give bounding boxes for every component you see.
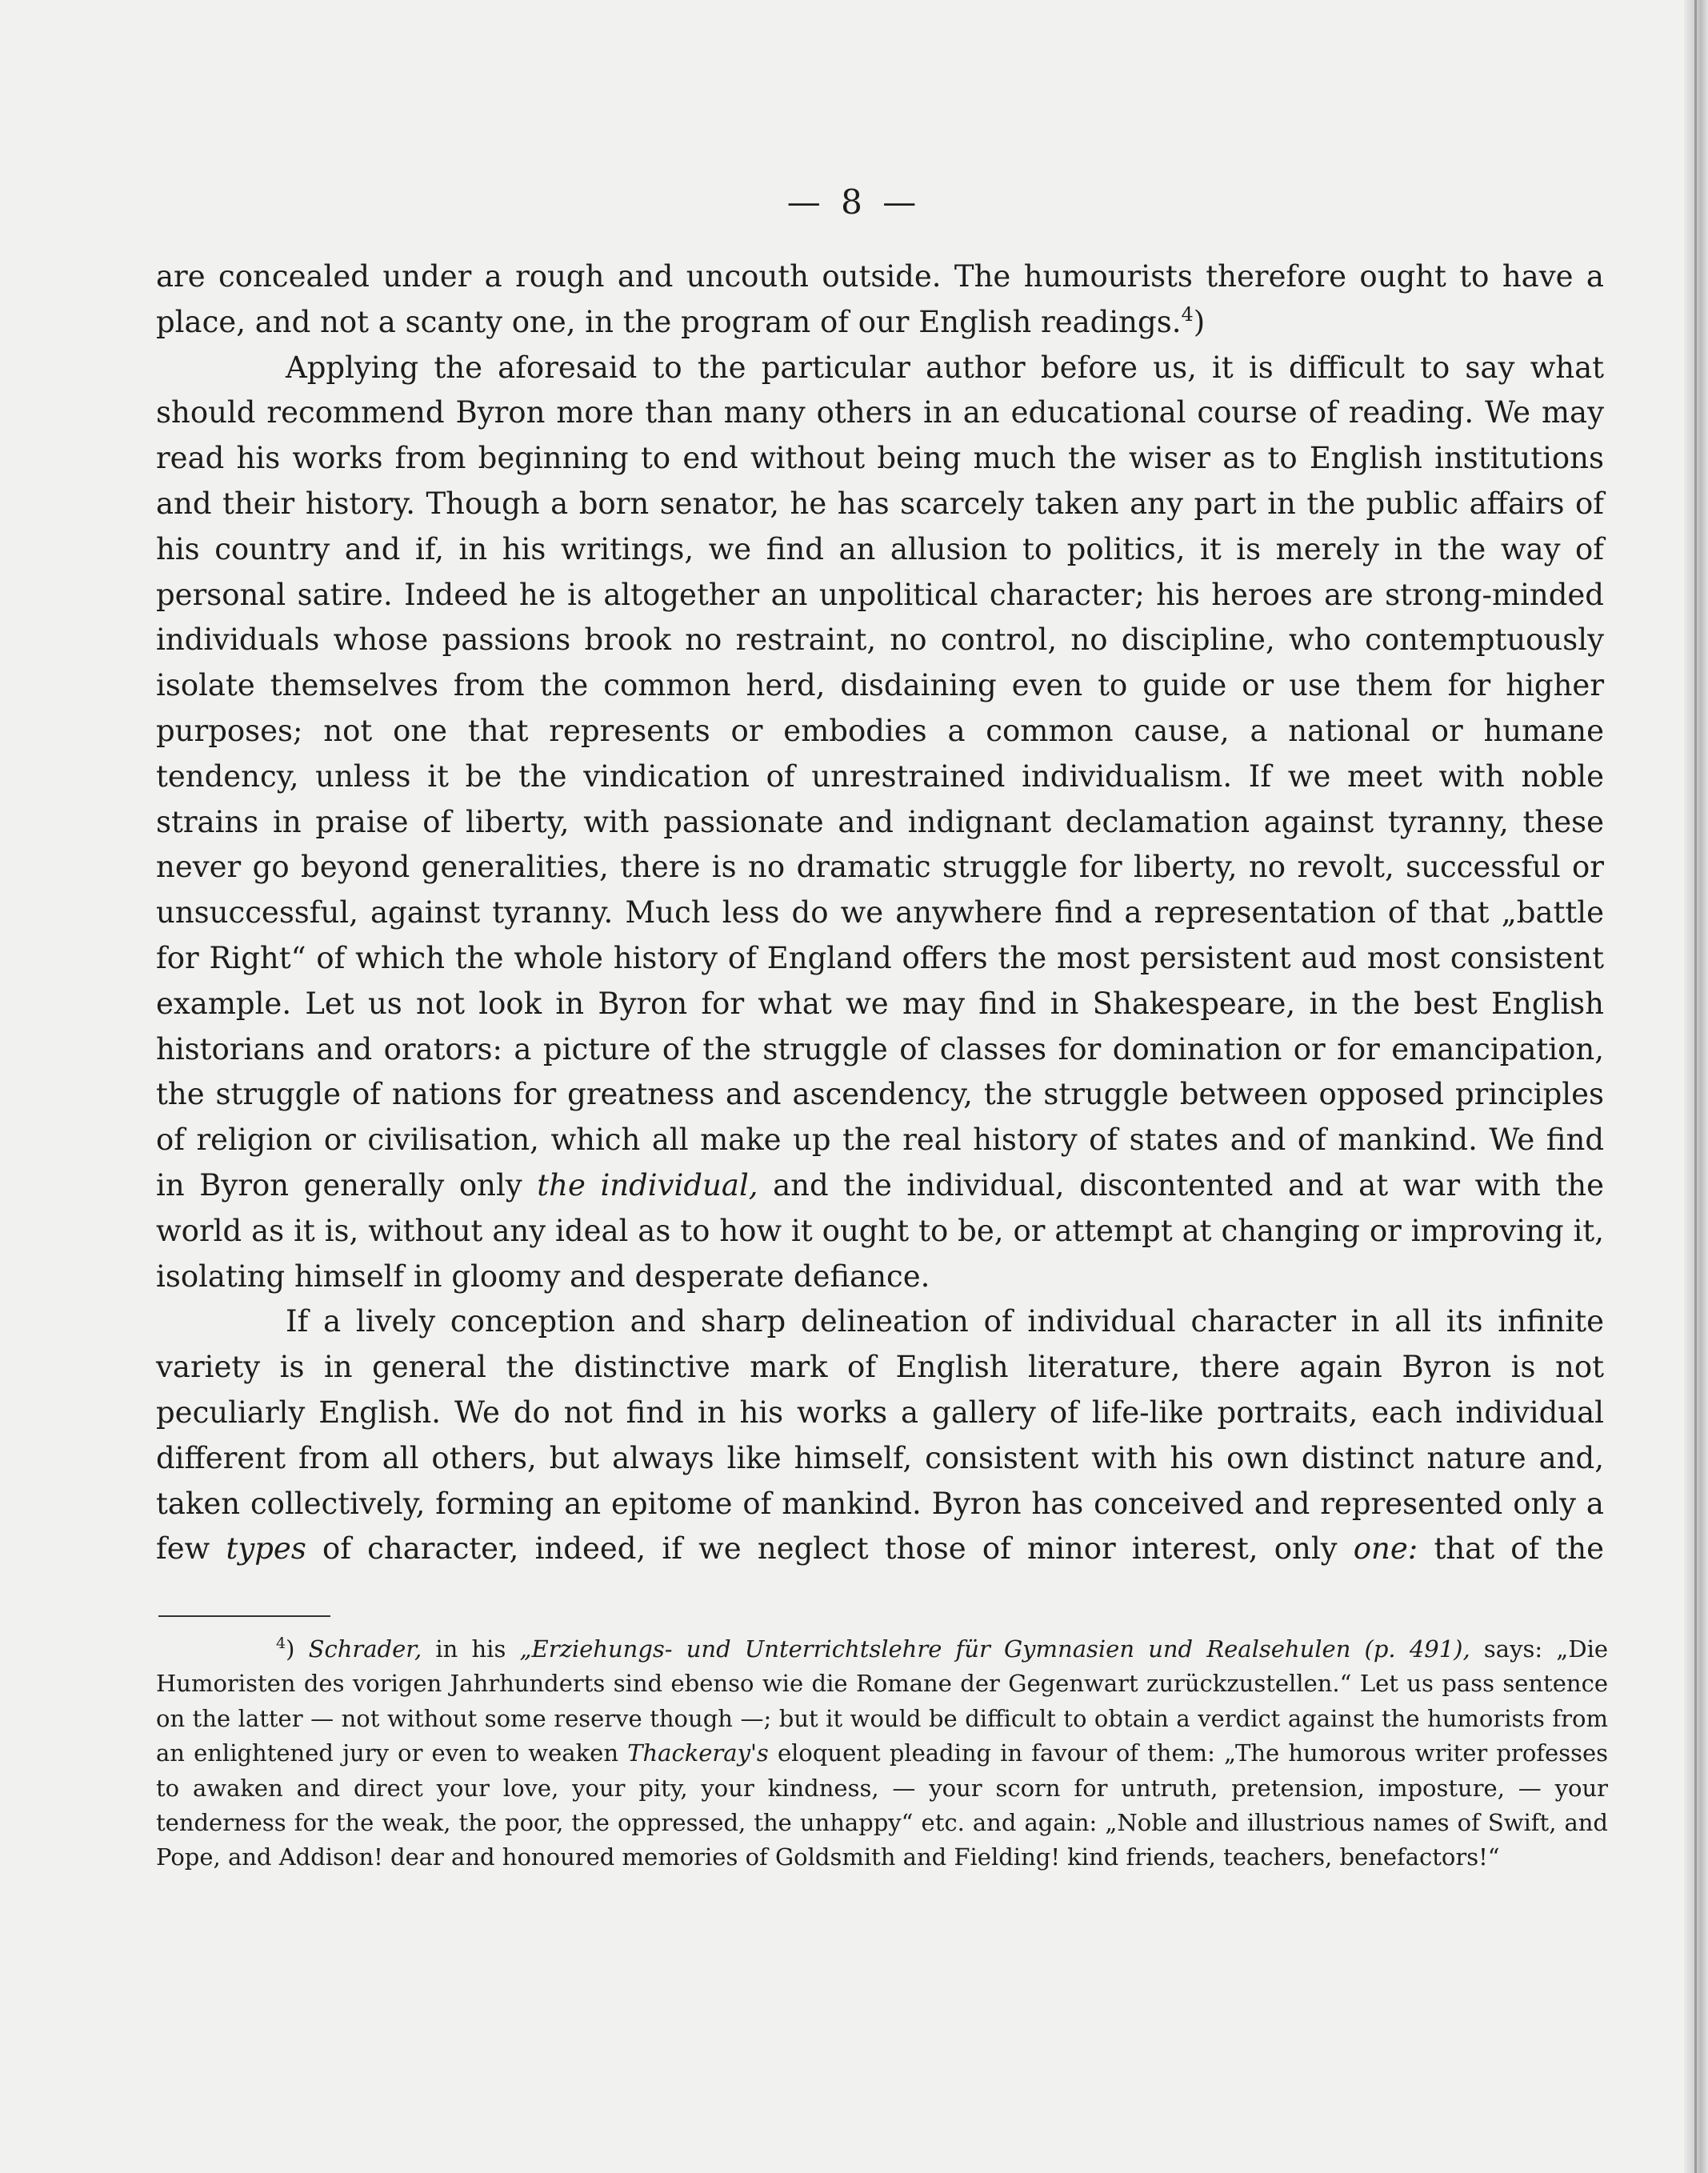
footnote-author: Schrader,: [308, 1635, 422, 1663]
footnote-text-3: eloquent pleading in favour of them: „The humorous writer professes to awaken and direct your love, your pity, your kindness, — your scorn for untruth, pretension, imposture, — your tenderness for the weak, the poor, the oppressed, the unhappy“ etc. and again: „Noble and illustrious names of Swift, and Pope, and Addison! dear and honoured memories of Goldsmith and Fielding! kind friends, teachers, benefactors!“: [156, 1739, 1609, 1871]
footnote-reference: 4: [1181, 302, 1194, 326]
footnote-thackeray: Thackeray's: [627, 1739, 769, 1767]
paragraph-2: [156, 346, 1604, 1300]
footnote-reference-close: ): [1193, 304, 1206, 339]
paragraph-1: [156, 254, 1604, 346]
paragraph-3-text-continued: of character, indeed, if we neglect those of minor interest, only: [322, 1531, 1338, 1567]
footnote-text-2: says: „Die Humoristen des vorigen Jahrhunderts sind ebenso wie die Romane der Gegenwart zurückzustellen.“ Let us pass sentence on the latter — not without some reserve though —; but it would be difficult to obtain a verdict against the humorists from an enlightened jury or even to weaken: [156, 1635, 1609, 1767]
paragraph-3: [156, 1299, 1604, 1572]
footnote-text-1: in his: [435, 1635, 506, 1663]
paragraph-2-text-continued: and the individual, discontented and at war with the world as it is, without any ideal as to how it ought to be, or attempt at changing or improving it, isolating himself in gloomy and desperate defiance.: [156, 1167, 1604, 1294]
footnote-divider: [158, 1615, 330, 1617]
page-number: — 8 —: [786, 182, 922, 222]
footnote-marker-close: ): [286, 1635, 295, 1663]
paragraph-3-text: If a lively conception and sharp delineation of individual character in all its infinite variety is in general the distinctive mark of English literature, there again Byron is not peculiarly English. We do not find in his works a gallery of life-like portraits, each individual different from all others, but always like himself, consistent with his own distinct nature and, taken collectively, forming an epitome of mankind. Byron has conceived and represented only a few: [156, 1304, 1604, 1567]
footnote-book-title: „Erziehungs- und Unterrichtslehre für Gymnasien und Realsehulen (p. 491),: [519, 1635, 1470, 1663]
paragraph-2-text: Applying the aforesaid to the particular author before us, it is difficult to say what should recommend Byron more than many others in an educational course of reading. We may read his works from beginning to end without being much the wiser as to English institutions and their history. Though a born senator, he has scarcely taken any part in the public affairs of his country and if, in his writings, we find an allusion to politics, it is merely in the way of personal satire. Indeed he is altogether an unpolitical character; his heroes are strong-minded individuals whose passions brook no restraint, no control, no discipline, who contemptuously isolate themselves from the common herd, disdaining even to guide or use them for higher purposes; not one that represents or embodies a common cause, a national or humane tendency, unless it be the vindication of unrestrained individualism. If we meet with noble strains in praise of liberty, with passionate and indignant declamation against tyranny, these never go beyond generalities, there is no dramatic struggle for liberty, no revolt, successful or unsuccessful, against tyranny. Much less do we anywhere find a representation of that „battle for Right“ of which the whole history of England offers the most persistent aud most consistent example. Let us not look in Byron for what we may find in Shakespeare, in the best English historians and orators: a picture of the struggle of classes for domination or for emancipation, the struggle of nations for greatness and ascendency, the struggle between opposed principles of religion or civilisation, which all make up the real history of states and of mankind. We find in Byron generally only: [156, 350, 1604, 1203]
paragraph-3-text-end: that of the: [1434, 1531, 1605, 1567]
emphasis-types: types: [226, 1531, 306, 1567]
page-edge-line: [1694, 0, 1697, 2173]
footnote-4: [156, 1632, 1608, 1875]
footnote-marker: 4: [276, 1635, 286, 1652]
footnote-section: [156, 1632, 1608, 1875]
emphasis-one: one:: [1353, 1531, 1418, 1567]
emphasis-the-individual: the individual,: [537, 1167, 758, 1203]
paragraph-1-text: are concealed under a rough and uncouth outside. The humourists therefore ought to have a place, and not a scanty one, in the program of our English readings.: [156, 259, 1604, 339]
main-text: [156, 254, 1604, 1572]
